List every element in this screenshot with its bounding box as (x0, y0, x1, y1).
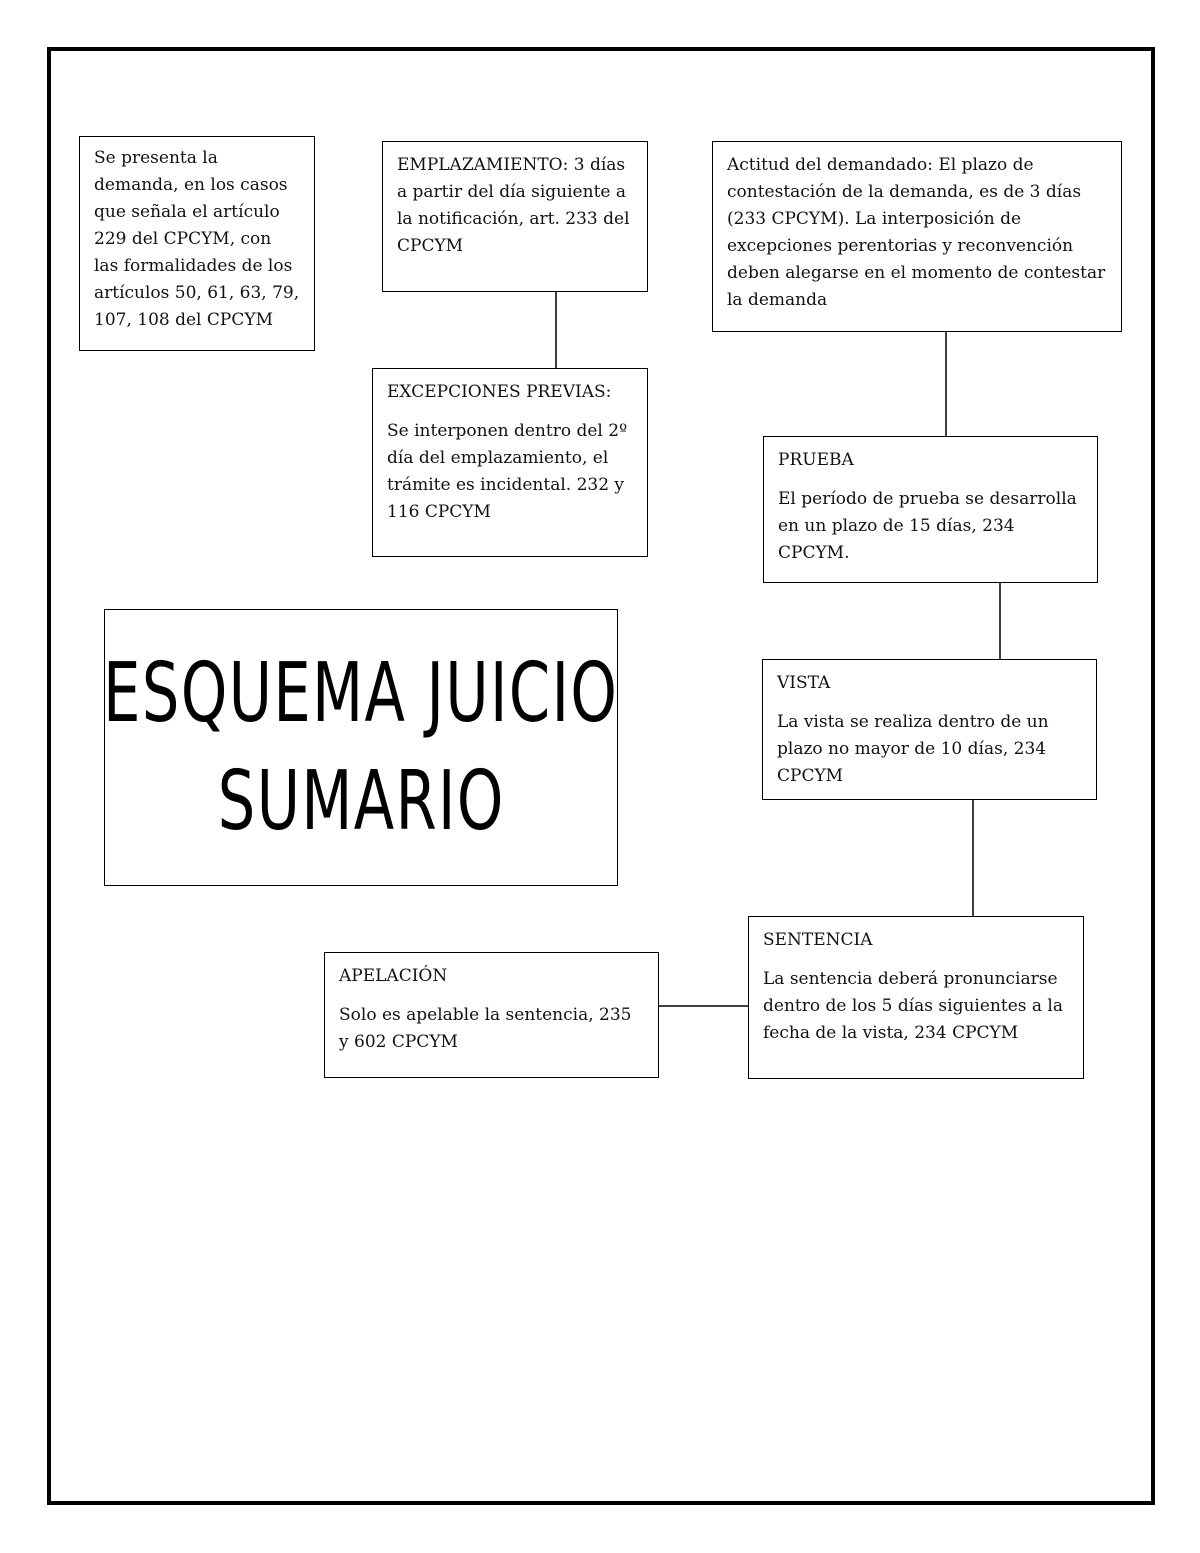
apelacion-text: Solo es apelable la sentencia, 235 y 602 CPCYM (339, 1005, 632, 1052)
box-excepciones-previas (372, 368, 648, 557)
vista-heading: VISTA (777, 673, 831, 693)
actitud-text: Actitud del demandado: El plazo de contestación de la demanda, es de 3 días (233 CPCYM). La interposición de excepciones perentorias y reconvención deben alegarse en el momento de contestar la demanda (727, 155, 1106, 310)
sentencia-text: La sentencia deberá pronunciarse dentro de los 5 días siguientes a la fecha de la vista, 234 CPCYM (763, 969, 1064, 1043)
box-emplazamiento (382, 141, 648, 292)
vista-text: La vista se realiza dentro de un plazo no mayor de 10 días, 234 CPCYM (777, 712, 1049, 786)
title-box (104, 609, 618, 886)
box-sentencia (748, 916, 1084, 1079)
box-prueba (763, 436, 1098, 583)
box-demanda (79, 136, 315, 351)
title-line-1: ESQUEMA JUICIO (103, 645, 619, 741)
box-apelacion (324, 952, 659, 1078)
title-line-2: SUMARIO (217, 753, 505, 849)
box-vista (762, 659, 1097, 800)
prueba-heading: PRUEBA (778, 450, 854, 470)
demanda-text: Se presenta la demanda, en los casos que señala el artículo 229 del CPCYM, con las formalidades de los artículos 50, 61, 63, 79, 107, 108 del CPCYM (94, 148, 300, 330)
apelacion-heading: APELACIÓN (339, 966, 448, 986)
sentencia-heading: SENTENCIA (763, 930, 873, 950)
prueba-text: El período de prueba se desarrolla en un plazo de 15 días, 234 CPCYM. (778, 489, 1077, 563)
excepciones-heading: EXCEPCIONES PREVIAS: (387, 382, 612, 402)
excepciones-text: Se interponen dentro del 2º día del emplazamiento, el trámite es incidental. 232 y 116 CPCYM (387, 421, 628, 522)
box-actitud-demandado (712, 141, 1122, 332)
emplazamiento-text: EMPLAZAMIENTO: 3 días a partir del día siguiente a la notificación, art. 233 del CPCYM (397, 155, 630, 256)
